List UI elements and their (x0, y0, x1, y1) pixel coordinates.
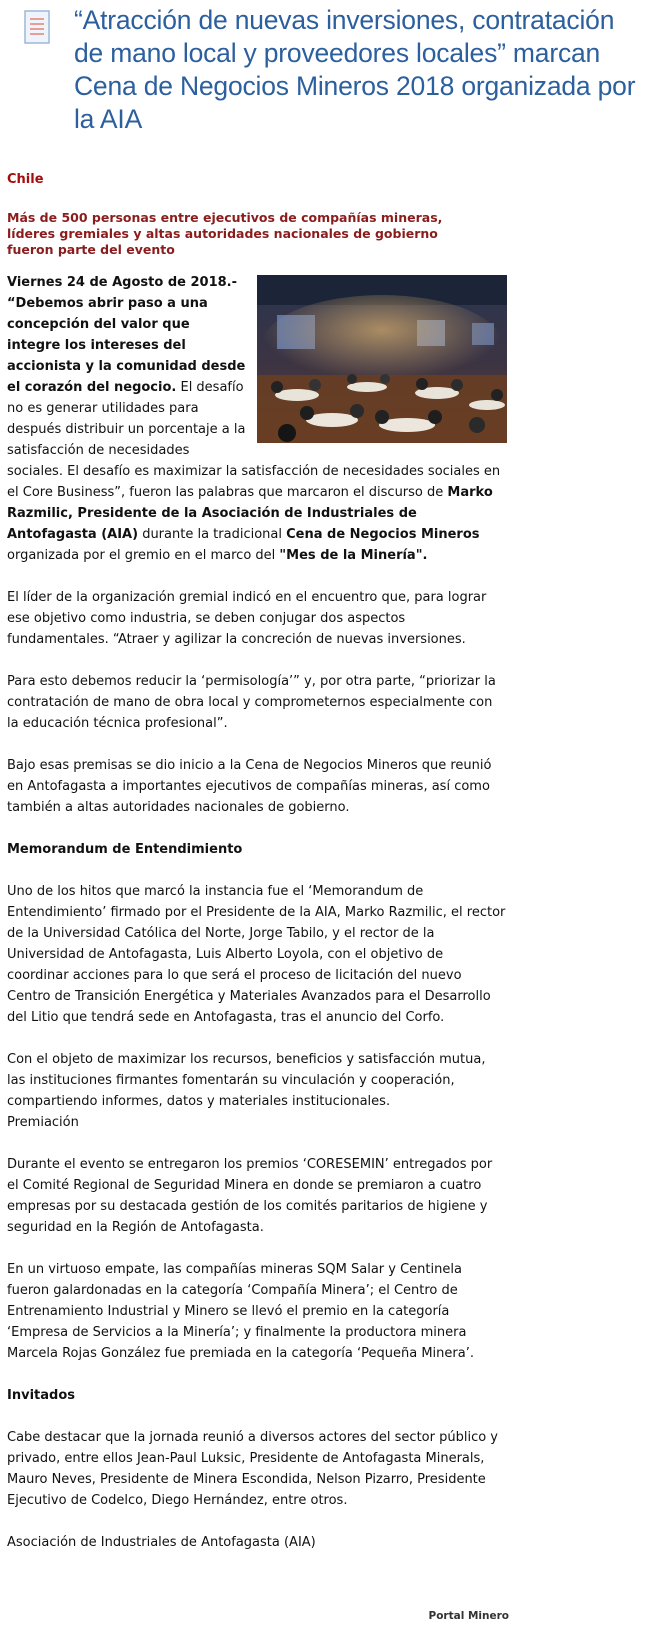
paragraph-8: En un virtuoso empate, las compañías mineras SQM Salar y Centinela fueron galardonadas en la categoría ‘Compañía Minera’; el Centro de Entrenamiento Industrial y Minero se llevó el premio en la categoría ‘Empresa de Servicios a la Minería’; y finalmente la productora minera Marcela Rojas González fue premiada en la categoría ‘Pequeña Minera’. (7, 1262, 474, 1361)
heading-premiacion: Premiación (7, 1115, 79, 1130)
heading-invitados: Invitados (7, 1388, 75, 1403)
country-label: Chile (7, 172, 44, 187)
intro-bold-3: "Mes de la Minería". (279, 548, 428, 563)
intro-lead: Viernes 24 de Agosto de 2018.- “Debemos abrir paso a una concepción del valor que integre los intereses del accionista y la comunidad desde el corazón del negocio. (7, 275, 246, 395)
paragraph-7: Durante el evento se entregaron los premios ‘CORESEMIN’ entregados por el Comité Regional de Seguridad Minera en donde se premiaron a cuatro empresas por su destacada gestión de los comités paritarios de higiene y seguridad en la Región de Antofagasta. (7, 1157, 493, 1235)
paragraph-2: El líder de la organización gremial indicó en el encuentro que, para lograr ese objetivo como industria, se deben conjugar dos aspectos fundamentales. “Atraer y agilizar la concreción de nuevas inversiones. (7, 590, 487, 647)
intro-text-3: organizada por el gremio en el marco del (7, 548, 280, 563)
paragraph-9: Cabe destacar que la jornada reunió a diversos actores del sector público y privado, entre ellos Jean-Paul Luksic, Presidente de Antofagasta Minerals, Mauro Neves, Presidente de Minera Escondida, Nelson Pizarro, Presidente Ejecutivo de Codelco, Diego Hernández, entre otros. (7, 1430, 498, 1508)
document-icon (24, 10, 50, 44)
intro-text-2: durante la tradicional (138, 527, 287, 542)
source-line: Asociación de Industriales de Antofagasta (AIA) (7, 1535, 316, 1550)
paragraph-3: Para esto debemos reducir la ‘permisología’” y, por otra parte, “priorizar la contratación de mano de obra local y comprometernos especialmente con la educación técnica profesional”. (7, 674, 496, 731)
intro-text-1: El desafío no es generar utilidades para después distribuir un porcentaje a la satisfacción de necesidades sociales. El desafío es maximizar la satisfacción de necesidades sociales en el Core Business”, fueron las palabras que marcaron el discurso de (7, 380, 501, 500)
paragraph-intro (7, 272, 507, 566)
paragraph-6: Con el objeto de maximizar los recursos, beneficios y satisfacción mutua, las instituciones firmantes fomentarán su vinculación y cooperación, compartiendo informes, datos y materiales institucionales. (7, 1052, 486, 1109)
article-subtitle: Más de 500 personas entre ejecutivos de compañías mineras, líderes gremiales y altas autoridades nacionales de gobierno fueron parte del evento (7, 210, 443, 257)
heading-memorandum: Memorandum de Entendimiento (7, 842, 243, 857)
article-body (7, 272, 507, 1574)
article-title: “Atracción de nuevas inversiones, contratación de mano local y proveedores locales” marcan Cena de Negocios Mineros 2018 organizada por la AIA (74, 5, 636, 134)
credit-portal-minero: Portal Minero (428, 1610, 509, 1622)
intro-bold-1: Marko Razmilic, Presidente de la Asociación de Industriales de Antofagasta (AIA) (7, 485, 493, 542)
intro-bold-2: Cena de Negocios Mineros (286, 527, 480, 542)
paragraph-4: Bajo esas premisas se dio inicio a la Cena de Negocios Mineros que reunió en Antofagasta a importantes ejecutivos de compañías mineras, así como también a altas autoridades nacionales de gobierno. (7, 758, 492, 815)
paragraph-5: Uno de los hitos que marcó la instancia fue el ‘Memorandum de Entendimiento’ firmado por el Presidente de la AIA, Marko Razmilic, el rector de la Universidad Católica del Norte, Jorge Tabilo, y el rector de la Universidad de Antofagasta, Luis Alberto Loyola, con el objetivo de coordinar acciones para lo que será el proceso de licitación del nuevo Centro de Transición Energética y Materiales Avanzados para el Desarrollo del Litio que tendrá sede en Antofagasta, tras el anuncio del Corfo. (7, 884, 506, 1025)
event-photo (257, 275, 507, 443)
